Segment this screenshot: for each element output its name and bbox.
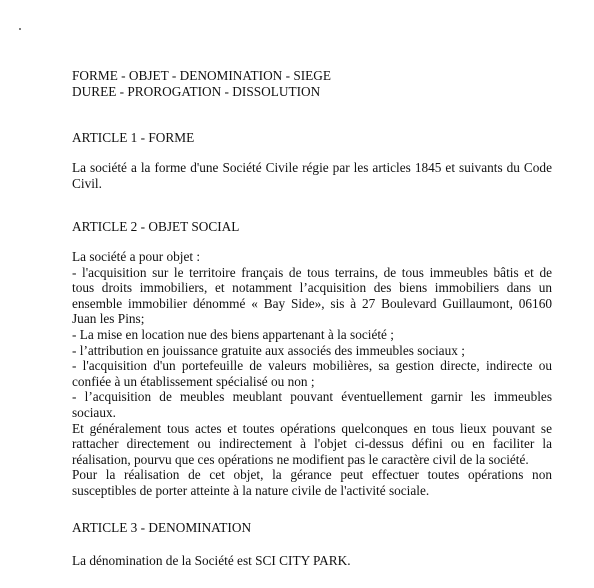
article-2-line-15: Pour la réalisation de cet objet, la gérance peut effectuer toutes opérations non	[72, 467, 552, 483]
article-1-title: ARTICLE 1 - FORME	[72, 130, 195, 145]
article-2-line-1: La société a pour objet :	[72, 249, 201, 264]
scan-speck	[19, 28, 21, 30]
article-2-line-14: réalisation, pourvu que ces opérations ne modifient pas le caractère civil de la société.	[72, 451, 529, 467]
heading-line-1: FORME - OBJET - DENOMINATION - SIEGE	[72, 68, 332, 83]
article-1	[72, 130, 552, 146]
article-1-line-1: La société a la forme d'une Société Civile régie par les articles 1845 et suivants du Code	[72, 160, 552, 175]
article-2-line-10: - l’acquisition de meubles meublant pouvant éventuellement garnir les immeubles	[72, 389, 552, 405]
article-2-title: ARTICLE 2 - OBJET SOCIAL	[72, 219, 240, 234]
article-2-line-13: rattacher directement ou indirectement à l'objet ci-dessus défini ou en faciliter la	[72, 436, 552, 452]
article-2-line-8: - l'acquisition d'un portefeuille de valeurs mobilières, sa gestion directe, indirecte ou	[72, 358, 552, 374]
article-2-line-9: confiée à un établissement spécialisé ou non ;	[72, 373, 315, 389]
article-2-line-2: - l'acquisition sur le territoire français de tous terrains, de tous immeubles bâtis et de	[72, 264, 552, 280]
article-2-line-3: tous droits immobiliers, et notamment l’acquisition des biens immobiliers dans un	[72, 280, 552, 296]
article-3-body	[72, 553, 552, 569]
article-1-line-2: Civil.	[72, 175, 102, 191]
article-3-title: ARTICLE 3 - DENOMINATION	[72, 520, 252, 535]
article-2	[72, 219, 552, 235]
article-2-line-11: sociaux.	[72, 404, 116, 420]
article-2-line-4: ensemble immobilier dénommé « Bay Side», sis à 27 Boulevard Guillaumont, 06160	[72, 295, 552, 311]
document-heading	[72, 68, 552, 99]
article-2-line-7: - l’attribution en jouissance gratuite aux associés des immeubles sociaux ;	[72, 342, 465, 358]
article-2-line-16: susceptibles de porter atteinte à la nature civile de l'activité sociale.	[72, 482, 430, 498]
heading-line-2: DUREE - PROROGATION - DISSOLUTION	[72, 83, 321, 99]
article-2-line-6: - La mise en location nue des biens appartenant à la société ;	[72, 326, 394, 342]
article-1-body	[72, 160, 552, 191]
article-2-body	[72, 249, 552, 499]
article-3	[72, 520, 552, 536]
article-3-line-1: La dénomination de la Société est SCI CITY PARK.	[72, 553, 351, 568]
article-2-line-12: Et généralement tous actes et toutes opérations quelconques en tous lieux pouvant se	[72, 420, 552, 436]
article-2-line-5: Juan les Pins;	[72, 311, 145, 327]
